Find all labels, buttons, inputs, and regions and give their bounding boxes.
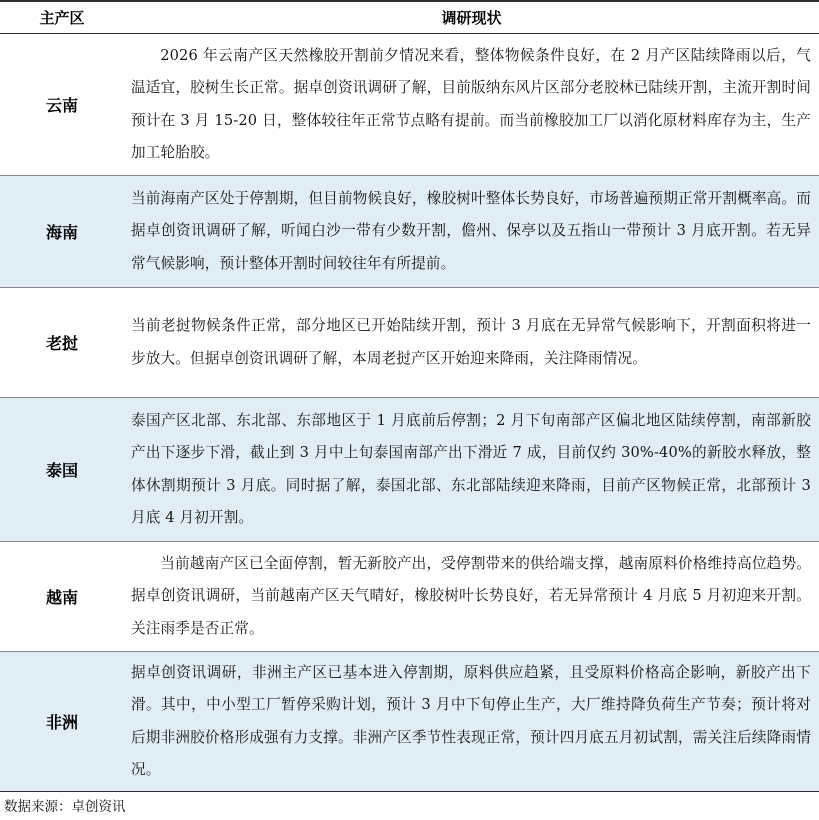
header-region: 主产区 xyxy=(0,1,124,34)
status-cell xyxy=(124,398,819,542)
region-cell: 泰国 xyxy=(0,398,124,542)
status-cell xyxy=(124,288,819,398)
status-text: 当前老挝物候条件正常，部分地区已开始陆续开割，预计 3 月底在无异常气候影响下，开割面积将进一步放大。但据卓创资讯调研了解，本周老挝产区开始迎来降雨，关注降雨情况。 xyxy=(131,317,811,367)
status-cell xyxy=(124,34,819,176)
status-text: 当前越南产区已全面停割，暂无新胶产出，受停割带来的供给端支撑，越南原料价格维持高位趋势。据卓创资讯调研，当前越南产区天气晴好，橡胶树叶长势良好，若无异常预计 4 月底 5 月初迎来开割。关注雨季是否正常。 xyxy=(131,554,811,637)
status-text: 2026 年云南产区天然橡胶开割前夕情况来看，整体物候条件良好，在 2 月产区陆续降雨以后，气温适宜，胶树生长正常。据卓创资讯调研了解，目前版纳东风片区部分老胶林已陆续开割，主流开割时间预计在 3 月 15-20 日，整体较往年正常节点略有提前。而当前橡胶加工厂以消化原材料库存为主，生产加工轮胎胶。 xyxy=(131,46,811,161)
status-text: 据卓创资讯调研，非洲主产区已基本进入停割期，原料供应趋紧，且受原料价格高企影响，新胶产出下滑。其中，中小型工厂暂停采购计划，预计 3 月中下旬停止生产，大厂维持降负荷生产节奏；预计将对后期非洲胶价格形成强有力支撑。非洲产区季节性表现正常，预计四月底五月初试割，需关注后续降雨情况。 xyxy=(131,663,811,778)
header-status: 调研现状 xyxy=(124,1,819,34)
region-cell: 云南 xyxy=(0,34,124,176)
status-cell xyxy=(124,176,819,288)
table-row-hainan xyxy=(0,176,819,288)
table-row-laos xyxy=(0,288,819,398)
data-source-note: 数据来源：卓创资讯 xyxy=(4,799,126,815)
table-row-thailand xyxy=(0,398,819,542)
status-cell xyxy=(124,652,819,792)
table-body xyxy=(0,34,819,792)
status-cell xyxy=(124,542,819,652)
table-header xyxy=(0,1,819,34)
region-cell: 老挝 xyxy=(0,288,124,398)
status-text: 泰国产区北部、东北部、东部地区于 1 月底前后停割；2 月下旬南部产区偏北地区陆续停割，南部新胶产出下逐步下滑，截止到 3 月中上旬泰国南部产出下滑近 7 成，目前仅约 30%-40%的新胶水释放，整体休割期预计 3 月底。同时据了解，泰国北部、东北部陆续迎来降雨，目前产区物候正常，北部预计 3 月底 4 月初开割。 xyxy=(131,411,811,526)
table-row-yunnan xyxy=(0,34,819,176)
region-cell: 非洲 xyxy=(0,652,124,792)
region-cell: 海南 xyxy=(0,176,124,288)
region-cell: 越南 xyxy=(0,542,124,652)
status-text: 当前海南产区处于停割期，但目前物候良好，橡胶树叶整体长势良好，市场普遍预期正常开割概率高。而据卓创资讯调研了解，听闻白沙一带有少数开割，儋州、保亭以及五指山一带预计 3 月底开割。若无异常气候影响，预计整体开割时间较往年有所提前。 xyxy=(131,189,811,272)
header-row xyxy=(0,1,819,34)
table-row-vietnam xyxy=(0,542,819,652)
table-row-africa xyxy=(0,652,819,792)
